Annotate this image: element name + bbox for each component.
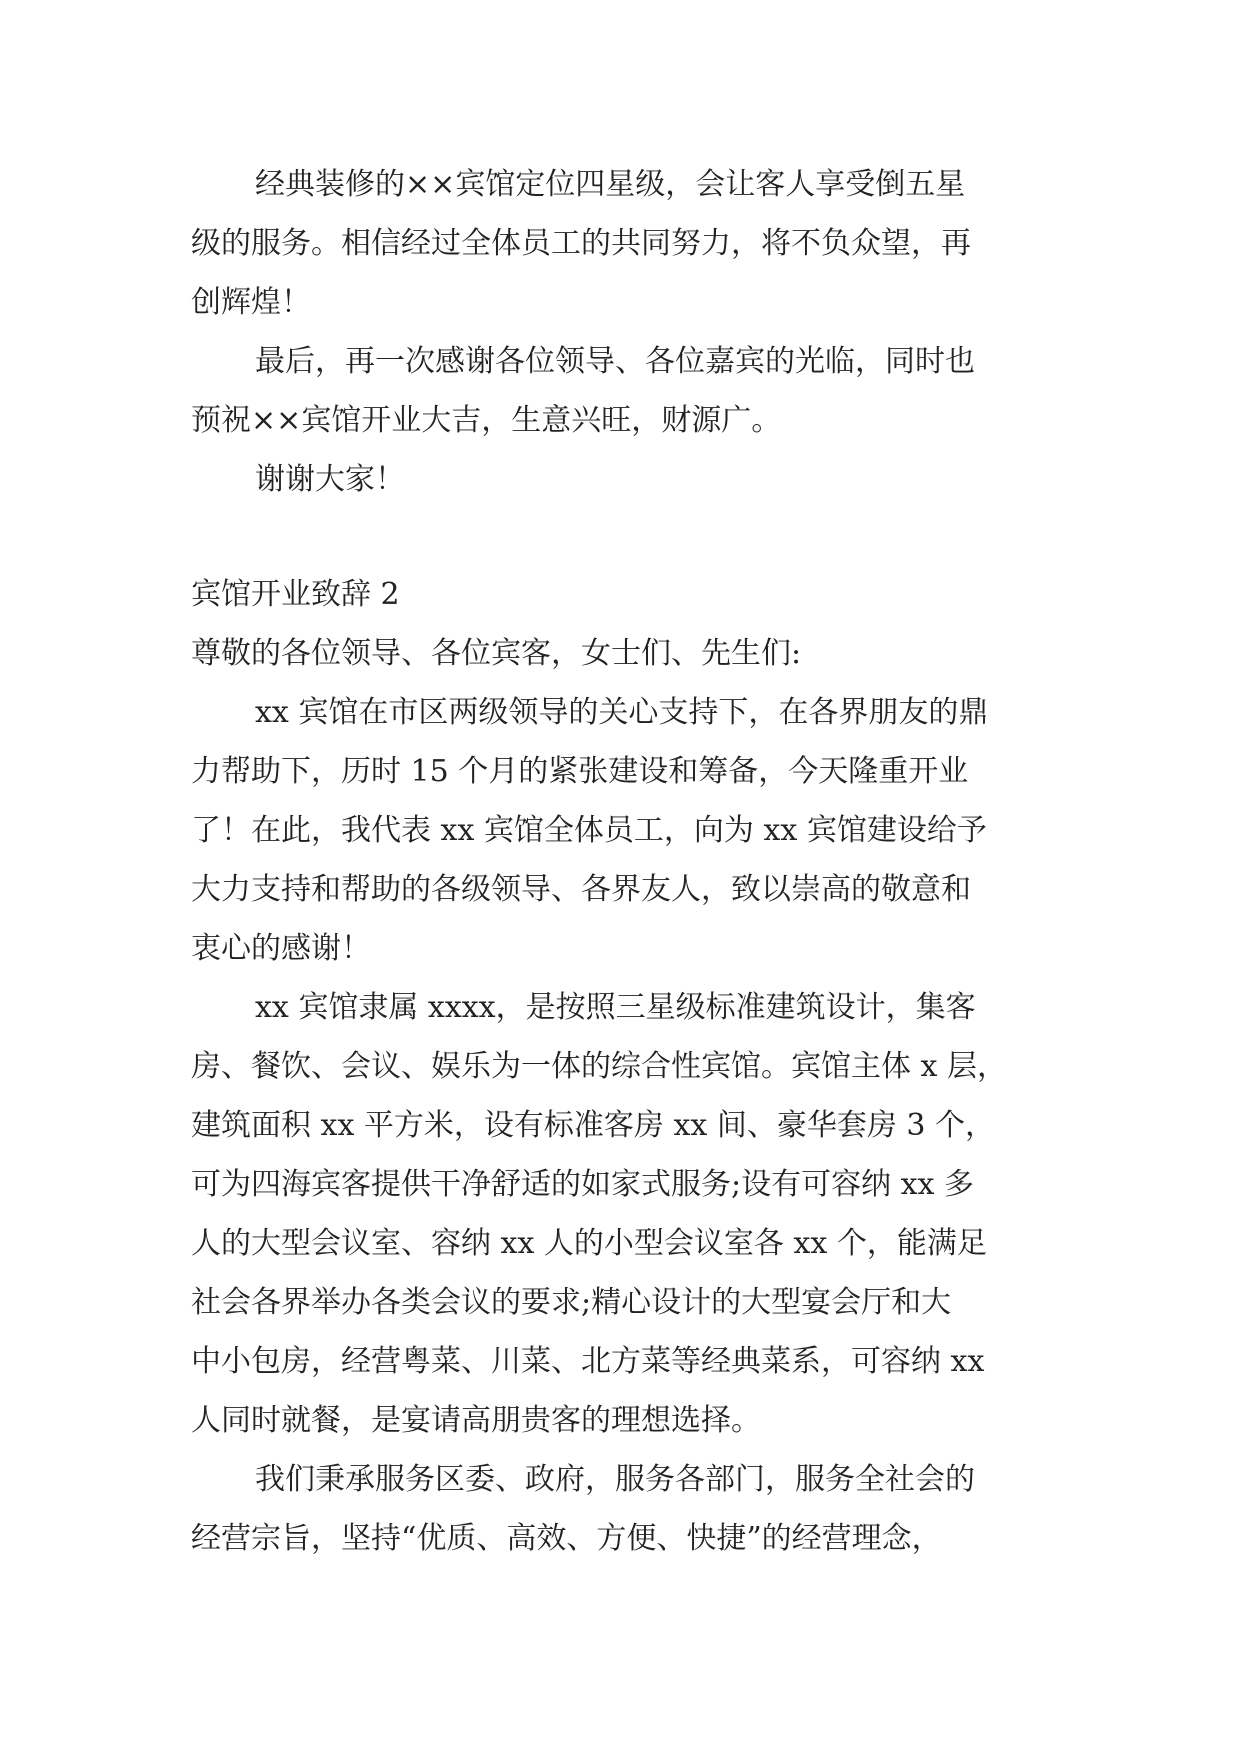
paragraph-line: 社会各界举办各类会议的要求;精心设计的大型宴会厅和大 — [191, 1285, 952, 1320]
paragraph-line: 衷心的感谢！ — [191, 931, 371, 966]
paragraph-line: 级的服务。相信经过全体员工的共同努力，将不负众望，再 — [191, 226, 971, 261]
paragraph-line: xx 宾馆隶属 xxxx，是按照三星级标准建筑设计，集客 — [255, 990, 976, 1025]
paragraph-line: 人同时就餐，是宴请高朋贵客的理想选择。 — [191, 1403, 761, 1438]
paragraph-line: 力帮助下，历时 15 个月的紧张建设和筹备，今天隆重开业 — [191, 754, 969, 789]
paragraph-line: 最后，再一次感谢各位领导、各位嘉宾的光临，同时也 — [255, 344, 975, 379]
paragraph-line: 中小包房，经营粤菜、川菜、北方菜等经典菜系，可容纳 xx — [191, 1344, 985, 1379]
paragraph-line: 经典装修的××宾馆定位四星级，会让客人享受倒五星 — [255, 167, 966, 202]
section-heading: 宾馆开业致辞 2 — [191, 577, 400, 612]
paragraph-line: 可为四海宾客提供干净舒适的如家式服务;设有可容纳 xx 多 — [191, 1167, 975, 1202]
paragraph-line: 人的大型会议室、容纳 xx 人的小型会议室各 xx 个，能满足 — [191, 1226, 987, 1261]
paragraph-line: 我们秉承服务区委、政府，服务各部门，服务全社会的 — [255, 1462, 975, 1497]
paragraph-line: 建筑面积 xx 平方米，设有标准客房 xx 间、豪华套房 3 个， — [191, 1108, 995, 1143]
paragraph-line: xx 宾馆在市区两级领导的关心支持下，在各界朋友的鼎 — [255, 695, 989, 730]
paragraph-line: 创辉煌！ — [191, 285, 311, 320]
paragraph-line: 了！在此，我代表 xx 宾馆全体员工，向为 xx 宾馆建设给予 — [191, 813, 987, 848]
paragraph-line: 经营宗旨，坚持“优质、高效、方便、快捷”的经营理念， — [191, 1521, 942, 1556]
paragraph-line: 大力支持和帮助的各级领导、各界友人，致以崇高的敬意和 — [191, 872, 971, 907]
paragraph-line: 房、餐饮、会议、娱乐为一体的综合性宾馆。宾馆主体 x 层， — [191, 1049, 1007, 1084]
paragraph-line: 谢谢大家！ — [255, 462, 405, 497]
salutation: 尊敬的各位领导、各位宾客，女士们、先生们: — [191, 636, 802, 671]
paragraph-line: 预祝××宾馆开业大吉，生意兴旺，财源广。 — [191, 403, 782, 438]
